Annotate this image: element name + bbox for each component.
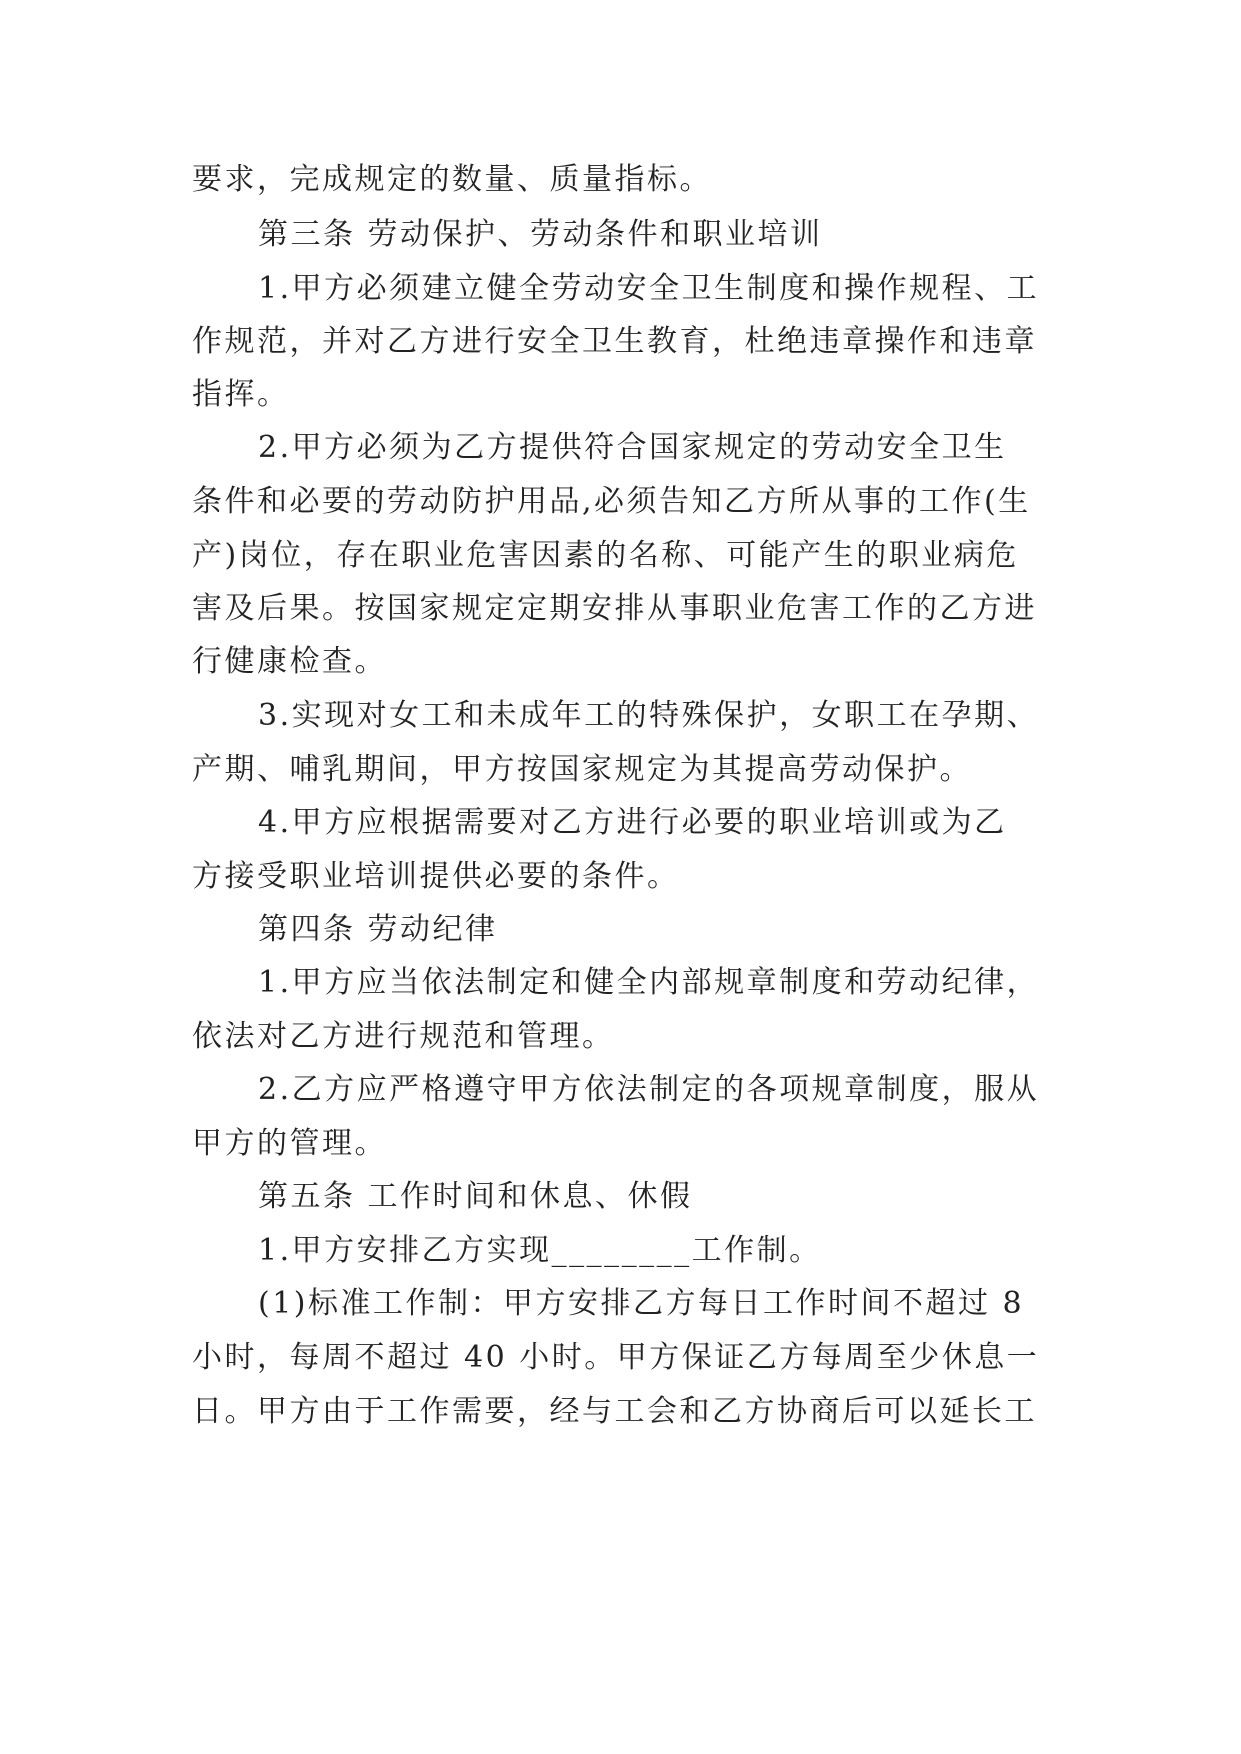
text-line: 1.甲方必须建立健全劳动安全卫生制度和操作规程、工 — [258, 271, 1040, 306]
text-line: (1)标准工作制：甲方安排乙方每日工作时间不超过 8 — [258, 1286, 1025, 1321]
text-line: 2.甲方必须为乙方提供符合国家规定的劳动安全卫生 — [258, 430, 1007, 465]
text-line: 4.甲方应根据需要对乙方进行必要的职业培训或为乙 — [258, 805, 1007, 840]
text-line: 产期、哺乳期间，甲方按国家规定为其提高劳动保护。 — [192, 752, 972, 787]
text-line: 3.实现对女工和未成年工的特殊保护，女职工在孕期、 — [258, 698, 1040, 733]
text-line: 1.甲方应当依法制定和健全内部规章制度和劳动纪律， — [258, 965, 1040, 1000]
text-line: 1.甲方安排乙方实现________工作制。 — [258, 1233, 822, 1268]
text-line: 产)岗位，存在职业危害因素的名称、可能产生的职业病危 — [192, 538, 1019, 573]
text-line: 小时，每周不超过 40 小时。甲方保证乙方每周至少休息一 — [192, 1340, 1040, 1375]
text-line: 害及后果。按国家规定定期安排从事职业危害工作的乙方进 — [192, 591, 1037, 626]
text-line: 条件和必要的劳动防护用品,必须告知乙方所从事的工作(生 — [192, 484, 1031, 519]
section-heading: 第五条 工作时间和休息、休假 — [258, 1179, 693, 1214]
section-heading: 第三条 劳动保护、劳动条件和职业培训 — [258, 217, 823, 252]
section-heading: 第四条 劳动纪律 — [258, 912, 498, 947]
text-line: 要求，完成规定的数量、质量指标。 — [192, 162, 712, 197]
text-line: 方接受职业培训提供必要的条件。 — [192, 859, 680, 894]
text-line: 作规范，并对乙方进行安全卫生教育，杜绝违章操作和违章 — [192, 324, 1037, 359]
text-line: 行健康检查。 — [192, 644, 387, 679]
text-line: 依法对乙方进行规范和管理。 — [192, 1019, 615, 1054]
text-line: 甲方的管理。 — [192, 1126, 387, 1161]
text-line: 指挥。 — [192, 377, 290, 412]
text-line: 日。甲方由于工作需要，经与工会和乙方协商后可以延长工 — [192, 1394, 1037, 1429]
text-line: 2.乙方应严格遵守甲方依法制定的各项规章制度，服从 — [258, 1072, 1040, 1107]
